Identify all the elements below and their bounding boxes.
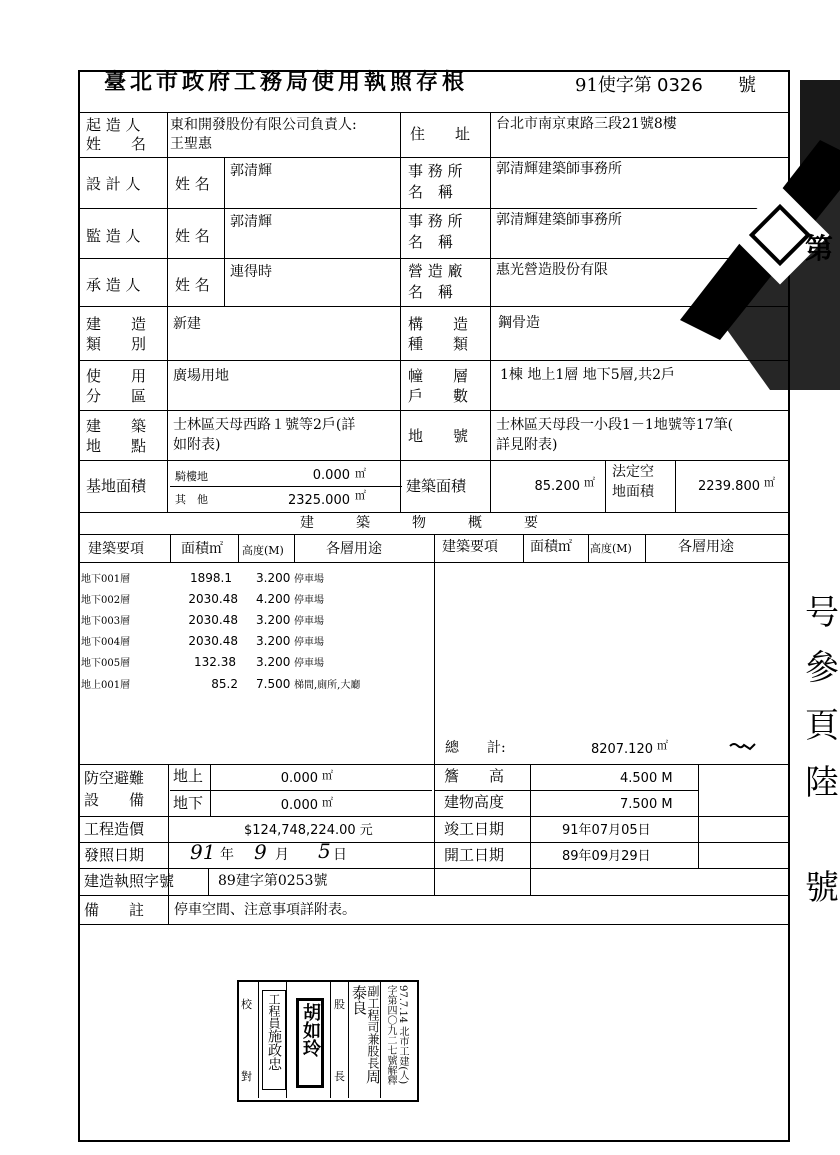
side-mark-6: 號 <box>805 868 839 908</box>
contractor-firm: 惠光營造股份有限 <box>496 262 608 278</box>
cost-value: $124,748,224.00 元 <box>244 823 373 838</box>
side-mark-2: 号 <box>805 593 839 633</box>
other-value: 2325.000 <box>287 493 350 508</box>
floors-value: 1棟 地上1層 地下5層,共2戶 <box>500 367 675 383</box>
col-use-right: 各層用途 <box>678 539 734 555</box>
building-area-label: 建築面積 <box>406 477 467 495</box>
builder-name-line2: 王聖惠 <box>170 136 212 152</box>
building-type: 新建 <box>173 316 201 332</box>
other-label: 其 他 <box>175 493 208 506</box>
table-row-floor: 地下003層 <box>81 616 131 627</box>
arcade-label: 騎樓地 <box>175 470 208 483</box>
license-number-prefix: 91使字第 <box>575 75 652 96</box>
chief-label-2: 長 <box>334 1070 345 1083</box>
zone-label-b: 分 區 <box>86 387 147 405</box>
contractor-label: 承 造 人 <box>86 276 141 294</box>
site-label-a: 建 築 <box>86 417 147 435</box>
open-space-unit: ㎡ <box>764 476 775 489</box>
open-space-label-a: 法定空 <box>612 464 654 480</box>
site-line1: 士林區天母西路１號等2戶(詳 <box>173 417 356 433</box>
eaves-label: 簷 高 <box>444 767 505 785</box>
arcade-unit: ㎡ <box>355 467 366 480</box>
officer-stamp <box>262 990 286 1090</box>
side-mark-3: 參 <box>805 648 839 688</box>
builder-name-line1: 東和開發股份有限公司負責人: <box>170 117 357 133</box>
col-item-left: 建築要項 <box>88 541 144 557</box>
designer-office-label-b: 名 稱 <box>408 183 454 201</box>
col-area-left: 面積㎡ <box>181 541 223 557</box>
table-row-height: 3.200 <box>256 571 291 585</box>
contractor-name-label: 姓 名 <box>175 276 210 294</box>
table-row-height: 3.200 <box>256 634 291 648</box>
structure-label-a: 構 造 <box>408 315 469 333</box>
table-row-height: 4.200 <box>256 592 291 606</box>
open-space-value: 2239.800 <box>697 479 760 494</box>
issue-month: 9 <box>254 840 267 864</box>
col-area-right: 面積㎡ <box>530 539 572 555</box>
supervisor-label: 監 造 人 <box>86 227 141 245</box>
col-item-right: 建築要項 <box>442 539 498 555</box>
diagonal-seal <box>600 60 840 390</box>
officer-title: 工程員 <box>267 993 281 1029</box>
supervisor-office-label-b: 名 稱 <box>408 233 454 251</box>
table-row-floor: 地下001層 <box>81 574 131 585</box>
table-row-height: 3.200 <box>256 613 291 627</box>
designer-office-label-a: 事 務 所 <box>408 162 463 180</box>
open-space-label-b: 地面積 <box>612 484 654 500</box>
shelter-below-value: 0.000 <box>280 798 318 813</box>
director-title: 副工程司兼股長 <box>366 985 380 1069</box>
license-number: 0326 <box>657 75 703 96</box>
officer-name: 施政忠 <box>266 1029 282 1071</box>
completion-label: 竣工日期 <box>444 820 505 838</box>
issue-day-unit: 日 <box>333 847 347 863</box>
table-row-area: 2030.48 <box>188 634 238 648</box>
structure-type: 鋼骨造 <box>498 315 540 331</box>
zone-value: 廣場用地 <box>173 368 229 384</box>
eaves-value: 4.500 M <box>620 771 673 786</box>
supervisor-name-label: 姓 名 <box>175 227 210 245</box>
arcade-value: 0.000 <box>312 468 350 483</box>
table-row-area: 132.38 <box>194 655 236 669</box>
height-label: 建物高度 <box>444 793 505 811</box>
table-row-use: 停車場 <box>294 616 324 627</box>
table-row-area: 1898.1 <box>190 571 232 585</box>
designer-label: 設 計 人 <box>86 175 141 193</box>
table-row-area: 2030.48 <box>188 613 238 627</box>
col-use-left: 各層用途 <box>326 541 382 557</box>
table-row-area: 2030.48 <box>188 592 238 606</box>
side-mark-1: 第 <box>805 232 834 265</box>
shelter-label-b: 設 備 <box>84 791 145 809</box>
lot-line1: 士林區天母段一小段1－1地號等17筆( <box>496 417 734 433</box>
shelter-above-label: 地上 <box>173 767 204 785</box>
table-row-height: 3.200 <box>256 655 291 669</box>
summary-heading: 建 築 物 概 要 <box>300 515 538 531</box>
remarks-value: 停車空間、注意事項詳附表。 <box>174 902 356 918</box>
builder-label-a: 起 造 人 <box>86 116 141 134</box>
supervisor-office: 郭清輝建築師事務所 <box>496 212 622 228</box>
check-label-2: 對 <box>241 1070 252 1083</box>
floors-label-a: 幢 層 <box>408 367 469 385</box>
zone-label-a: 使 用 <box>86 367 147 385</box>
shelter-below-unit: ㎡ <box>322 796 333 809</box>
table-row-floor: 地下002層 <box>81 595 131 606</box>
contractor-name: 連得時 <box>230 264 272 280</box>
remarks-label: 備 註 <box>84 901 145 919</box>
structure-label-b: 種 類 <box>408 335 469 353</box>
col-height-right: 高度(M) <box>590 542 632 555</box>
shelter-label-a: 防空避難 <box>84 769 145 787</box>
date-stamp: 97.7.14 北市工建(人)字第四〇九二七號解釋 <box>385 985 408 1085</box>
site-label-b: 地 點 <box>86 437 147 455</box>
permit-value: 89建字第0253號 <box>218 873 328 889</box>
builder-label-b: 姓 名 <box>86 135 147 153</box>
other-unit: ㎡ <box>355 489 366 502</box>
total-unit: ㎡ <box>657 739 668 752</box>
check-mark-icon <box>728 740 758 754</box>
table-row-use: 停車場 <box>294 637 324 648</box>
total-label: 總 計: <box>445 740 506 756</box>
contractor-firm-label-b: 名 稱 <box>408 283 454 301</box>
building-type-label-b: 類 別 <box>86 335 147 353</box>
director-stamp <box>352 985 380 1093</box>
building-area-unit: ㎡ <box>584 476 595 489</box>
site-line2: 如附表) <box>173 437 221 453</box>
floors-label-b: 戶 數 <box>408 387 469 405</box>
issue-year: 91 <box>190 840 216 864</box>
builder-address: 台北市南京東路三段21號8樓 <box>496 116 677 132</box>
designer-name-label: 姓 名 <box>175 175 210 193</box>
director-name: 周泰良 <box>350 985 382 1084</box>
base-area-label: 基地面積 <box>86 477 147 495</box>
building-area-value: 85.200 <box>534 479 580 494</box>
lot-label: 地 號 <box>408 427 469 445</box>
table-row-use: 停車場 <box>294 658 324 669</box>
designer-name: 郭清輝 <box>230 163 272 179</box>
completion-date: 91年07月05日 <box>562 823 651 838</box>
contractor-firm-label-a: 營 造 廠 <box>408 262 463 280</box>
address-label: 住 址 <box>410 125 471 143</box>
issue-month-unit: 月 <box>275 847 289 863</box>
table-row-use: 梯間,廁所,大廳 <box>294 680 361 691</box>
issue-day: 5 <box>318 839 331 863</box>
supervisor-name: 郭清輝 <box>230 214 272 230</box>
start-label: 開工日期 <box>444 846 505 864</box>
side-mark-4: 頁 <box>805 706 839 746</box>
total-value: 8207.120 <box>590 742 653 757</box>
table-row-floor: 地下005層 <box>81 658 131 669</box>
table-row-floor: 地上001層 <box>81 680 131 691</box>
supervisor-office-label-a: 事 務 所 <box>408 212 463 230</box>
page-title: 臺北市政府工務局使用執照存根 <box>104 69 469 95</box>
start-date: 89年09月29日 <box>562 849 651 864</box>
shelter-below-label: 地下 <box>173 794 204 812</box>
table-row-use: 停車場 <box>294 574 324 585</box>
table-row-use: 停車場 <box>294 595 324 606</box>
height-value: 7.500 M <box>620 797 673 812</box>
designer-office: 郭清輝建築師事務所 <box>496 161 622 177</box>
building-type-label-a: 建 造 <box>86 315 147 333</box>
table-row-floor: 地下004層 <box>81 637 131 648</box>
table-row-area: 85.2 <box>211 677 238 691</box>
license-number-suffix: 號 <box>738 75 756 96</box>
chief-label: 股 <box>334 998 345 1011</box>
chief-stamp: 胡如玲 <box>296 998 324 1088</box>
side-mark-5: 陸 <box>805 763 839 803</box>
table-row-height: 7.500 <box>256 677 291 691</box>
col-height-left: 高度(M) <box>242 544 284 557</box>
shelter-above-value: 0.000 <box>280 771 318 786</box>
lot-line2: 詳見附表) <box>496 437 558 453</box>
issue-year-unit: 年 <box>220 847 234 863</box>
permit-label: 建造執照字號 <box>84 872 175 890</box>
check-label: 校 <box>241 998 252 1011</box>
shelter-above-unit: ㎡ <box>322 769 333 782</box>
issue-label: 發照日期 <box>84 846 145 864</box>
cost-label: 工程造價 <box>84 820 145 838</box>
